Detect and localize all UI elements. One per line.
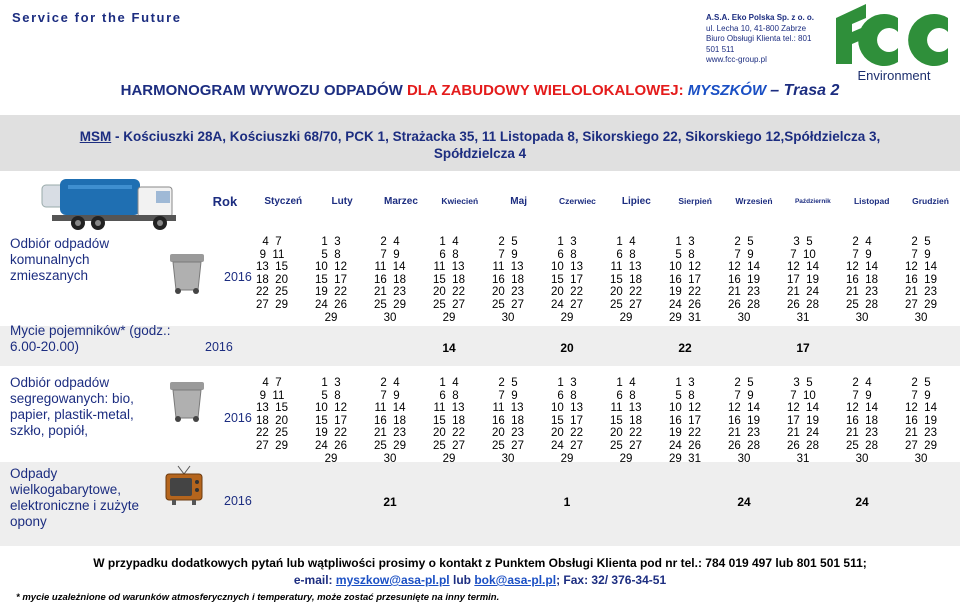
month-header: Luty (331, 195, 353, 207)
month-header: Grudzień (912, 196, 949, 206)
year-cell: 2016 (224, 411, 252, 425)
day-cell: 3 5 7 10 12 14 17 19 21 24 26 28 31 (787, 377, 819, 465)
day-cell: 4 7 9 11 13 15 18 20 22 25 27 29 (256, 377, 288, 452)
day-cell: 1 3 6 8 10 13 15 17 20 22 24 27 29 (551, 236, 583, 324)
segregated-waste-label: Odbiór odpadów segregowanych: bio, papier, plastik-metal, szkło, popiół, (10, 375, 134, 438)
tagline: Service for the Future (12, 10, 182, 25)
day-cell: 1 4 6 8 11 13 15 18 20 22 25 27 29 (610, 236, 642, 324)
month-header: Styczeń (264, 195, 303, 207)
company-office: Biuro Obsługi Klienta tel.: 801 501 511 (706, 34, 812, 54)
footer-line1: W przypadku dodatkowych pytań lub wątpliwości prosimy o kontakt z Punktem Obsługi Klienta pod nr tel.: 784 019 497 lub 801 501 511; (93, 556, 867, 570)
day-cell: 24 (737, 495, 751, 509)
day-cell: 2 5 7 9 11 13 16 18 20 23 25 27 30 (492, 377, 524, 465)
day-cell: 17 (796, 341, 810, 355)
address-line1: - Kościuszki 28A, Kościuszki 68/70, PCK 1, Strażacka 35, 11 Listopada 8, Sikorskiego 22, Sikorskiego 12,Spółdzielcza 3, (111, 129, 881, 144)
address-block (0, 128, 960, 162)
day-cell: 1 3 6 8 10 13 15 17 20 22 24 27 29 (551, 377, 583, 465)
bulky-waste-label: Odpady wielkogabarytowe, elektroniczne i zużyte opony (10, 466, 140, 529)
month-header: Marzec (384, 195, 418, 207)
month-header: Wrzesień (735, 196, 773, 206)
washing-label: Mycie pojemników* (godz.: 6.00-20.00) (10, 323, 171, 354)
month-header: Lipiec (621, 195, 651, 207)
day-cell: 1 3 5 8 10 12 15 17 19 22 24 26 29 (315, 377, 347, 465)
page-title (0, 82, 960, 100)
day-cell: 1 (563, 495, 571, 509)
day-cell: 20 (560, 341, 574, 355)
day-cell: 1 4 6 8 11 13 15 18 20 22 25 27 29 (433, 236, 465, 324)
company-name: A.S.A. Eko Polska Sp. z o. o. (706, 13, 815, 22)
email-link-myszkow[interactable]: myszkow@asa-pl.pl (335, 573, 450, 587)
day-cell: 2 4 7 9 11 14 16 18 21 23 25 29 30 (374, 236, 406, 324)
day-cell: 21 (383, 495, 397, 509)
garbage-truck-image (38, 171, 188, 233)
year-cell: 2016 (224, 270, 252, 284)
day-cell: 3 5 7 10 12 14 17 19 21 24 26 28 31 (787, 236, 819, 324)
month-header: Październik (794, 197, 831, 205)
footer-contact (0, 555, 960, 589)
email-label: e-mail: (293, 573, 333, 587)
day-cell: 1 4 6 8 11 13 15 18 20 22 25 27 29 (433, 377, 465, 465)
year-header: Rok (212, 193, 238, 209)
day-cell: 2 5 7 9 12 14 16 19 21 23 27 29 30 (905, 236, 937, 324)
day-cell: 24 (855, 495, 869, 509)
day-cell: 2 4 7 9 12 14 16 18 21 23 25 28 30 (846, 377, 878, 465)
months-header (196, 186, 960, 216)
month-header: Sierpień (678, 196, 712, 206)
title-part2: DLA ZABUDOWY WIELOLOKALOWEJ: (406, 82, 684, 99)
mixed-waste-label: Odbiór odpadów komunalnych zmieszanych (10, 236, 110, 283)
day-cell: 14 (442, 341, 456, 355)
day-cell: 1 3 5 8 10 12 16 17 19 22 24 26 29 31 (669, 236, 701, 324)
footnote: * mycie uzależnione od warunków atmosferycznych i temperatury, może zostać przesunięte na inny termin. (16, 592, 500, 603)
title-place: MYSZKÓW (687, 82, 767, 99)
title-part1: HARMONOGRAM WYWOZU ODPADÓW (120, 82, 403, 99)
tv-icon (164, 464, 204, 511)
logo-subtext: Environment (857, 68, 931, 83)
month-header: Listopad (853, 196, 890, 206)
day-cell: 4 7 9 11 13 15 18 20 22 25 27 29 (256, 236, 288, 311)
day-cell: 2 5 7 9 12 14 16 19 21 23 26 28 30 (728, 236, 760, 324)
day-cell: 2 4 7 9 11 14 16 18 21 23 25 29 30 (374, 377, 406, 465)
day-cell: 1 4 6 8 11 13 15 18 20 22 25 27 29 (610, 377, 642, 465)
day-cell: 2 5 7 9 11 13 16 18 20 23 25 27 30 (492, 236, 524, 324)
company-info (706, 13, 824, 66)
email-or: lub (453, 573, 471, 587)
month-header: Kwiecień (441, 196, 479, 206)
title-route: – Trasa 2 (770, 82, 840, 99)
company-street: ul. Lecha 10, 41-800 Zabrze (706, 23, 807, 33)
company-web: www.fcc-group.pl (706, 55, 767, 64)
address-code: MSM (79, 129, 112, 144)
month-header: Maj (510, 195, 527, 207)
day-cell: 2 5 7 9 12 14 16 19 21 23 26 28 30 (728, 377, 760, 465)
year-cell: 2016 (205, 340, 233, 354)
fax-text: ; Fax: 32/ 376-34-51 (556, 573, 667, 587)
day-cell: 22 (678, 341, 692, 355)
bin-icon (168, 380, 206, 427)
day-cell: 1 3 5 8 10 12 16 17 19 22 24 26 29 31 (669, 377, 701, 465)
address-line2: Spółdzielcza 4 (433, 146, 527, 161)
day-cell: 2 5 7 9 12 14 16 19 21 23 27 29 30 (905, 377, 937, 465)
day-cell: 2 4 7 9 12 14 16 18 21 23 25 28 30 (846, 236, 878, 324)
email-link-bok[interactable]: bok@asa-pl.pl (474, 573, 557, 587)
day-cell: 1 3 5 8 10 12 15 17 19 22 24 26 29 (315, 236, 347, 324)
month-header: Czerwiec (559, 196, 596, 206)
year-cell: 2016 (224, 494, 252, 508)
fcc-logo (832, 4, 956, 84)
bin-icon (168, 252, 206, 299)
